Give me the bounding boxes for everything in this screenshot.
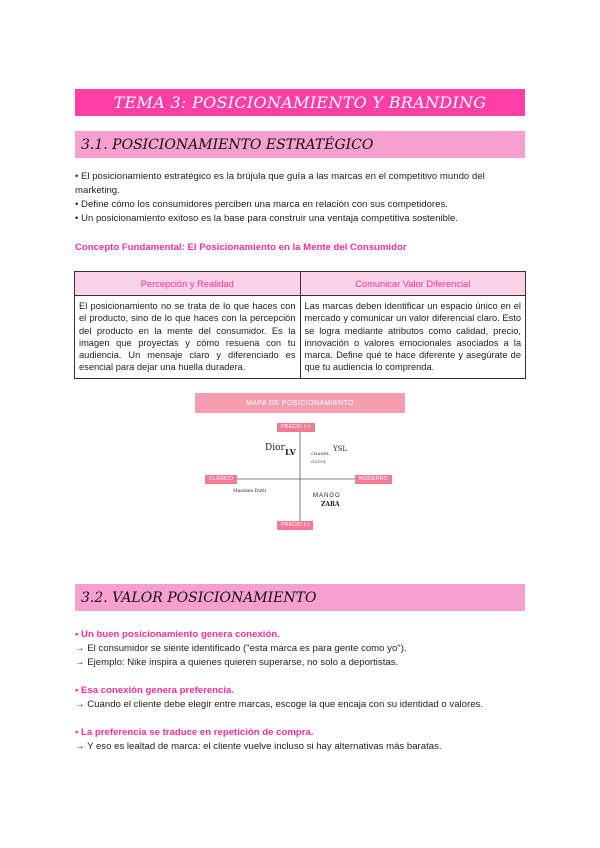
value-point-1 — [75, 628, 525, 670]
concept-heading: Concepto Fundamental: El Posicionamiento en la Mente del Consumidor — [75, 242, 407, 253]
value-point-1-line-2: → Ejemplo: Nike inspira a quienes quieren superarse, no solo a deportistas. — [75, 657, 399, 668]
map-title: MAPA DE POSICIONAMIENTO — [195, 393, 405, 413]
brand-zara: ZARA — [321, 501, 340, 508]
value-point-3 — [75, 726, 525, 754]
bullet-3: • Un posicionamiento exitoso es la base para construir una ventaja competitiva sostenible. — [75, 213, 459, 224]
value-point-1-title: • Un buen posicionamiento genera conexión. — [75, 629, 280, 640]
section-heading-2: 3.2. VALOR POSICIONAMIENTO — [75, 584, 525, 611]
map-label-bottom: PRECIO (-) — [277, 521, 313, 530]
value-point-3-title: • La preferencia se traduce en repetición de compra. — [75, 727, 314, 738]
value-point-2-line-1: → Cuando el cliente debe elegir entre marcas, escoge la que encaja con su identidad o valores. — [75, 699, 483, 710]
map-label-left: CLÁSICO — [205, 475, 237, 484]
comparison-table — [74, 271, 526, 379]
brand-gucci: GUCCI — [311, 459, 326, 464]
brand-mango: MANGO — [313, 493, 341, 499]
map-axes — [195, 393, 405, 541]
table-cell-2: Las marcas deben identificar un espacio único en el mercado y comunicar un valor diferencial claro. Esto se logra mediante atributos como calidad, precio, innovación o valores emocionales asociados a la marca. Define qué te hace diferente y asegúrate de que tu audiencia lo comprenda. — [300, 296, 526, 379]
table-header-1: Percepción y Realidad — [75, 272, 301, 296]
page-title: TEMA 3: POSICIONAMIENTO Y BRANDING — [75, 89, 525, 116]
map-label-right: MODERNO — [355, 475, 392, 484]
value-point-1-line-1: → El consumidor se siente identificado ("esta marca es para gente como yo"). — [75, 643, 407, 654]
positioning-map — [195, 393, 405, 541]
value-point-3-line-1: → Y eso es lealtad de marca: el cliente vuelve incluso si hay alternativas más baratas. — [75, 741, 442, 752]
bullet-1: • El posicionamiento estratégico es la brújula que guía a las marcas en el competitivo mundo del marketing. — [75, 171, 485, 196]
map-label-top: PRECIO (+) — [277, 423, 315, 432]
brand-massimo-dutti: Massimo Dutti — [233, 489, 267, 494]
brand-lv: LV — [285, 447, 296, 457]
brand-dior: Dior — [265, 443, 285, 453]
brand-chanel: CHANEL — [311, 451, 330, 456]
value-point-2 — [75, 684, 525, 712]
value-point-2-title: • Esa conexión genera preferencia. — [75, 685, 235, 696]
section-heading-1: 3.1. POSICIONAMIENTO ESTRATÉGICO — [75, 131, 525, 158]
table-cell-1: El posicionamiento no se trata de lo que haces con el producto, sino de lo que haces con la percepción del producto en la mente del consumidor. Es la imagen que proyectas y cómo resuena con tu audiencia. Un mensaje claro y diferenciado es esencial para dejar una huella duradera. — [75, 296, 301, 379]
brand-ysl: YSL — [333, 445, 348, 453]
intro-bullets — [75, 170, 525, 226]
table-header-2: Comunicar Valor Diferencial — [300, 272, 526, 296]
bullet-2: • Define cómo los consumidores perciben una marca en relación con sus competidores. — [75, 199, 448, 210]
